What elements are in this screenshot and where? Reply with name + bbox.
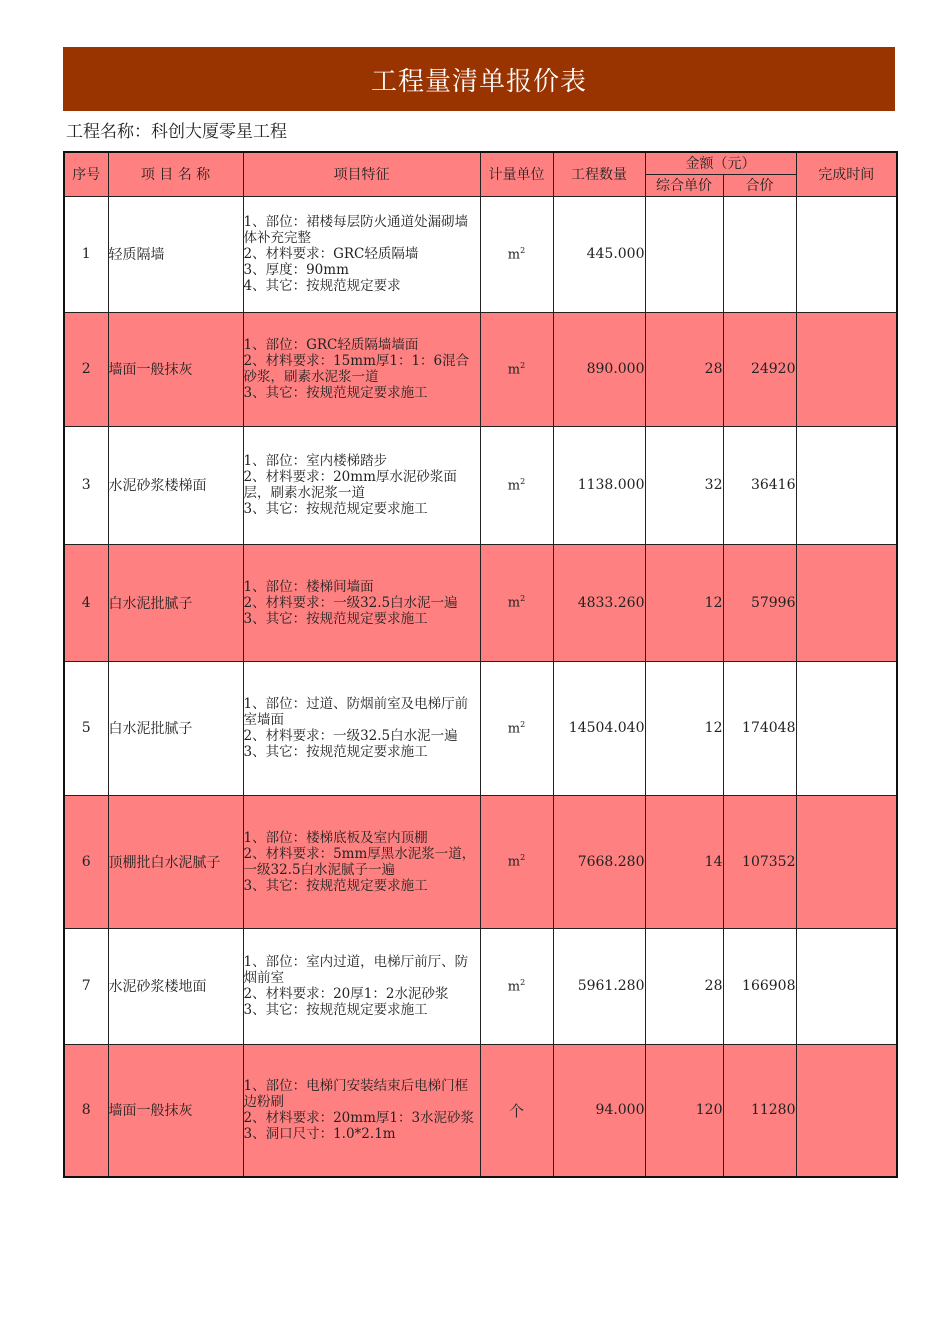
row-name-cell: 墙面一般抹灰 [108,1044,243,1177]
row-total-cell: 57996 [723,544,796,661]
header-unit-price: 综合单价 [645,174,723,196]
row-qty-cell: 445.000 [553,196,645,312]
row-finish-time-cell [796,795,897,928]
feature-line: 2、材料要求：一级32.5白水泥一遍 [243,594,458,611]
row-no-cell: 1 [64,196,108,312]
row-total-cell: 166908 [723,928,796,1044]
feature-line: 1、部位：室内楼梯踏步 [243,453,388,469]
row-name-cell: 白水泥批腻子 [108,661,243,795]
row-finish-time-cell [796,928,897,1044]
row-features-cell [243,928,480,1044]
feature-line: 4、其它：按规范规定要求 [243,278,401,294]
row-qty-cell: 14504.040 [553,661,645,795]
row-name-cell: 水泥砂浆楼梯面 [108,426,243,544]
row-qty-cell: 7668.280 [553,795,645,928]
row-total-cell [723,196,796,312]
row-name-cell: 墙面一般抹灰 [108,312,243,426]
header-unit: 计量单位 [480,152,553,196]
feature-line: 3、洞口尺寸：1.0*2.1m [243,1126,396,1143]
feature-line: 1、部位：电梯门安装结束后电梯门框边粉刷 [243,1078,469,1111]
page-title: 工程量清单报价表 [63,47,895,111]
row-features-cell [243,661,480,795]
table-row [64,795,897,928]
feature-line: 3、其它：按规范规定要求施工 [243,385,428,401]
header-total: 合价 [723,174,796,196]
row-features-cell [243,426,480,544]
row-features-cell [243,544,480,661]
project-name: 工程名称：科创大厦零星工程 [66,122,287,142]
row-name-cell: 白水泥批腻子 [108,544,243,661]
row-features-cell [243,312,480,426]
row-total-cell: 24920 [723,312,796,426]
row-unit-price-cell: 14 [645,795,723,928]
row-no-cell: 7 [64,928,108,1044]
feature-line: 3、厚度：90mm [243,262,349,278]
feature-line: 1、部位：楼梯底板及室内顶棚 [243,829,428,846]
feature-line: 3、其它：按规范规定要求施工 [243,501,428,517]
feature-line: 3、其它：按规范规定要求施工 [243,1002,428,1018]
row-unit-cell: $m^2$ [480,312,553,426]
feature-line: 2、材料要求：15mm厚1：1：6混合砂浆，刷素水泥浆一道 [243,353,470,385]
row-unit-cell: $m^2$ [480,196,553,312]
row-no-cell: 8 [64,1044,108,1177]
feature-line: 2、材料要求：5mm厚黑水泥浆一道，一级32.5白水泥腻子一遍 [243,845,476,878]
feature-line: 3、其它：按规范规定要求施工 [243,610,428,627]
row-no-cell: 2 [64,312,108,426]
row-unit-price-cell: 12 [645,661,723,795]
table-body [64,196,897,1177]
row-unit-price-cell [645,196,723,312]
table-row [64,928,897,1044]
row-unit-cell: $m^2$ [480,426,553,544]
feature-line: 1、部位：裙楼每层防火通道处漏砌墙体补充完整 [243,214,469,246]
row-total-cell: 174048 [723,661,796,795]
row-no-cell: 3 [64,426,108,544]
table-row [64,1044,897,1177]
header-no: 序号 [64,152,108,196]
header-amount: 金额（元） [645,152,796,174]
row-features-cell [243,196,480,312]
feature-line: 3、其它：按规范规定要求施工 [243,744,428,760]
row-finish-time-cell [796,661,897,795]
feature-line: 2、材料要求：20mm厚1：3水泥砂浆 [243,1110,475,1127]
table-row [64,544,897,661]
row-finish-time-cell [796,312,897,426]
row-qty-cell: 890.000 [553,312,645,426]
feature-line: 1、部位：过道、防烟前室及电梯厅前室墙面 [243,696,469,728]
row-finish-time-cell [796,196,897,312]
feature-line: 2、材料要求：一级32.5白水泥一遍 [243,728,458,744]
row-unit-price-cell: 32 [645,426,723,544]
row-unit-price-cell: 12 [645,544,723,661]
table-row [64,661,897,795]
feature-line: 1、部位：GRC轻质隔墙墙面 [243,337,419,353]
header-name: 项 目 名 称 [108,152,243,196]
row-name-cell: 顶棚批白水泥腻子 [108,795,243,928]
row-unit-price-cell: 120 [645,1044,723,1177]
row-unit-cell: $m^2$ [480,795,553,928]
header-features: 项目特征 [243,152,480,196]
quote-table [63,151,898,1178]
row-unit-cell: $m^2$ [480,544,553,661]
row-qty-cell: 1138.000 [553,426,645,544]
row-total-cell: 11280 [723,1044,796,1177]
row-unit-cell: $m^2$ [480,661,553,795]
row-no-cell: 4 [64,544,108,661]
table-row [64,312,897,426]
row-name-cell: 水泥砂浆楼地面 [108,928,243,1044]
row-finish-time-cell [796,1044,897,1177]
row-unit-price-cell: 28 [645,312,723,426]
row-no-cell: 6 [64,795,108,928]
row-finish-time-cell [796,544,897,661]
table-row [64,426,897,544]
row-unit-cell: $m^2$ [480,928,553,1044]
feature-line: 3、其它：按规范规定要求施工 [243,877,428,894]
table-row [64,196,897,312]
row-features-cell [243,1044,480,1177]
feature-line: 2、材料要求：GRC轻质隔墙 [243,246,419,262]
row-total-cell: 107352 [723,795,796,928]
row-total-cell: 36416 [723,426,796,544]
row-unit-price-cell: 28 [645,928,723,1044]
row-finish-time-cell [796,426,897,544]
row-no-cell: 5 [64,661,108,795]
row-unit-cell: 个 [480,1044,553,1177]
row-qty-cell: 5961.280 [553,928,645,1044]
feature-line: 1、部位：室内过道，电梯厅前厅、防烟前室 [243,954,469,986]
header-qty: 工程数量 [553,152,645,196]
feature-line: 2、材料要求：20厚1：2水泥砂浆 [243,986,449,1002]
row-qty-cell: 4833.260 [553,544,645,661]
header-finish-time: 完成时间 [796,152,897,196]
feature-line: 1、部位：楼梯间墙面 [243,578,374,595]
feature-line: 2、材料要求：20mm厚水泥砂浆面层，刷素水泥浆一道 [243,469,457,501]
row-qty-cell: 94.000 [553,1044,645,1177]
row-name-cell: 轻质隔墙 [108,196,243,312]
row-features-cell [243,795,480,928]
